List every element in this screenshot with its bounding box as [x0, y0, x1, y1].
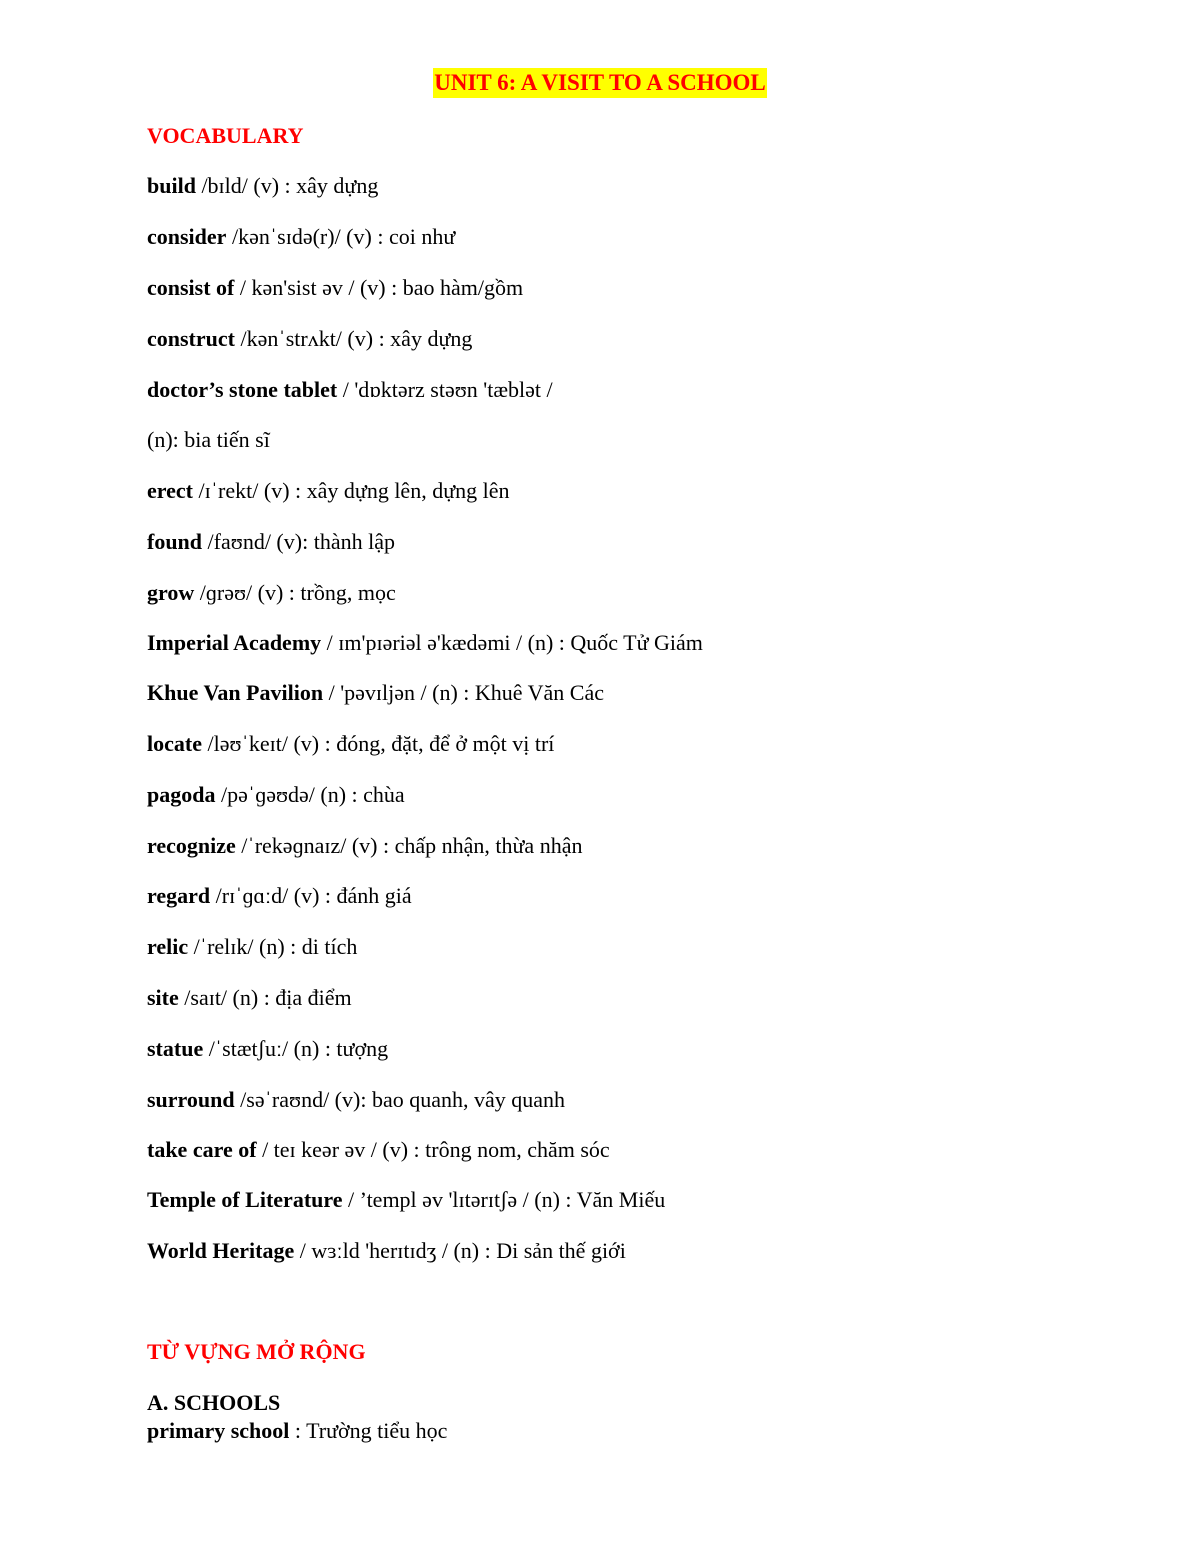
vocab-definition: (n): bia tiến sĩ — [147, 427, 270, 452]
vocab-word: recognize — [147, 833, 236, 858]
vocab-entry — [147, 932, 357, 962]
vocab-word: site — [147, 985, 179, 1010]
extended-vocabulary-heading: TỪ VỰNG MỞ RỘNG — [147, 1339, 366, 1364]
vocab-entry — [147, 780, 405, 810]
vocab-definition: /bɪld/ (v) : xây dựng — [195, 173, 379, 198]
vocab-entry — [147, 171, 378, 201]
vocab-definition: /ˈrelɪk/ (n) : di tích — [188, 934, 358, 959]
vocab-word: statue — [147, 1036, 204, 1061]
vocab-definition: / ’templ əv 'lɪtərɪtʃə / (n) : Văn Miếu — [342, 1187, 666, 1212]
vocab-entry — [147, 527, 395, 557]
title-wrap — [0, 68, 1200, 98]
vocab-entry — [147, 1034, 388, 1064]
vocab-word: surround — [147, 1087, 235, 1112]
vocab-entry — [147, 1085, 565, 1115]
vocab-entry-continuation — [147, 425, 270, 455]
vocab-definition: / 'dɒktərz stəʊn 'tæblət / — [337, 377, 553, 402]
vocab-definition: /kənˈstrʌkt/ (v) : xây dựng — [234, 326, 473, 351]
vocab-word: World Heritage — [147, 1238, 295, 1263]
vocab-entry — [147, 1236, 626, 1266]
vocab-word: grow — [147, 580, 195, 605]
vocab-word: locate — [147, 731, 202, 756]
vocab-word: construct — [147, 326, 235, 351]
vocab-definition: / ɪm'pɪəriəl ə'kædəmi / (n) : Quốc Tử Giám — [321, 630, 703, 655]
vocab-word: found — [147, 529, 203, 554]
vocab-word: doctor’s stone tablet — [147, 377, 338, 402]
vocab-definition: /ˈrekəɡnaɪz/ (v) : chấp nhận, thừa nhận — [235, 833, 583, 858]
vocabulary-heading: VOCABULARY — [147, 123, 304, 148]
vocab-definition: /ɡrəʊ/ (v) : trồng, mọc — [194, 580, 396, 605]
vocab-entry — [147, 729, 554, 759]
page-title: UNIT 6: A VISIT TO A SCHOOL — [433, 68, 767, 98]
vocab-entry — [147, 1416, 447, 1446]
vocab-word: relic — [147, 934, 189, 959]
vocab-entry — [147, 324, 472, 354]
vocab-definition: / kən'sist əv / (v) : bao hàm/gồm — [234, 275, 524, 300]
vocab-word: Imperial Academy — [147, 630, 322, 655]
vocab-word: regard — [147, 883, 211, 908]
vocab-entry — [147, 273, 523, 303]
section-a-heading: A. SCHOOLS — [147, 1390, 281, 1415]
vocab-entry — [147, 1135, 610, 1165]
vocab-definition: /kənˈsɪdə(r)/ (v) : coi như — [226, 224, 456, 249]
vocab-entry — [147, 628, 703, 658]
vocab-definition: / wɜːld 'herɪtɪdʒ / (n) : Di sản thế giới — [294, 1238, 626, 1263]
vocab-word: erect — [147, 478, 193, 503]
vocab-word: Temple of Literature — [147, 1187, 343, 1212]
vocab-entry — [147, 881, 412, 911]
vocab-definition: /ləʊˈkeɪt/ (v) : đóng, đặt, để ở một vị trí — [201, 731, 555, 756]
vocab-definition: /faʊnd/ (v): thành lập — [202, 529, 395, 554]
vocab-word: build — [147, 173, 196, 198]
vocab-word: Khue Van Pavilion — [147, 680, 324, 705]
vocab-definition: /saɪt/ (n) : địa điểm — [178, 985, 352, 1010]
vocab-entry — [147, 983, 352, 1013]
vocab-entry — [147, 375, 553, 405]
vocab-definition: /rɪˈɡɑːd/ (v) : đánh giá — [210, 883, 412, 908]
vocab-definition: /ˈstætʃuː/ (n) : tượng — [203, 1036, 389, 1061]
vocab-definition: / teɪ keər əv / (v) : trông nom, chăm sóc — [256, 1137, 610, 1162]
vocab-definition: : Trường tiểu học — [289, 1418, 448, 1443]
vocab-entry — [147, 678, 604, 708]
vocab-entry — [147, 1185, 665, 1215]
vocab-word: take care of — [147, 1137, 257, 1162]
vocab-definition: /səˈraʊnd/ (v): bao quanh, vây quanh — [234, 1087, 566, 1112]
vocab-entry — [147, 222, 455, 252]
vocab-word: pagoda — [147, 782, 216, 807]
vocab-entry — [147, 831, 582, 861]
vocab-word: consider — [147, 224, 227, 249]
vocab-entry — [147, 578, 396, 608]
vocab-word: primary school — [147, 1418, 290, 1443]
vocab-word: consist of — [147, 275, 235, 300]
vocab-entry — [147, 476, 510, 506]
vocab-definition: /ɪˈrekt/ (v) : xây dựng lên, dựng lên — [193, 478, 510, 503]
vocab-definition: /pəˈɡəʊdə/ (n) : chùa — [215, 782, 405, 807]
vocab-definition: / 'pəvɪljən / (n) : Khuê Văn Các — [323, 680, 605, 705]
